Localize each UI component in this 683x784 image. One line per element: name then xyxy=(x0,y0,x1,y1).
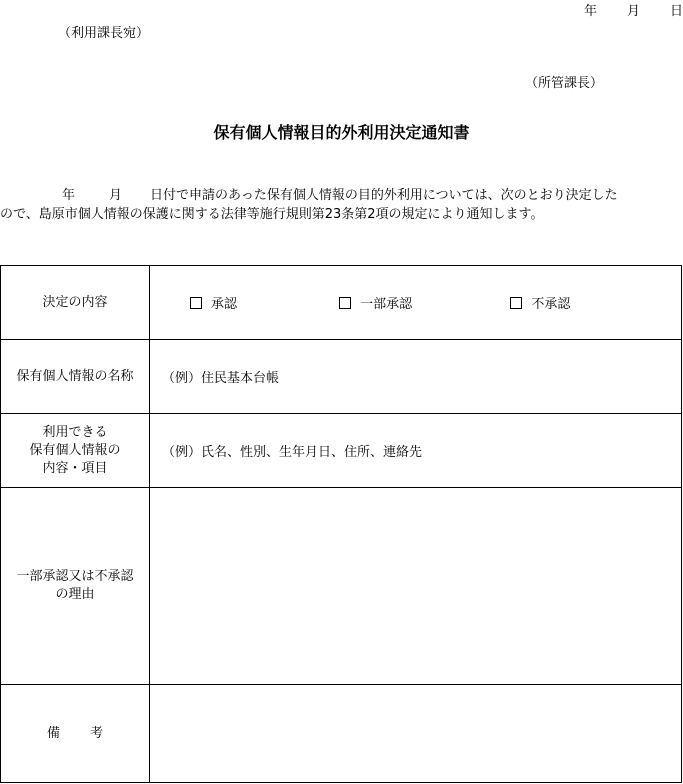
items-value[interactable]: （例）氏名、性別、生年月日、住所、連絡先 xyxy=(150,414,682,488)
body-month: 月 xyxy=(109,188,123,203)
table-row xyxy=(1,685,682,783)
date-month: 月 xyxy=(626,4,640,19)
table-row xyxy=(1,266,682,340)
checkbox-partial[interactable] xyxy=(339,297,351,309)
body-text xyxy=(0,186,683,224)
name-label: 保有個人情報の名称 xyxy=(1,340,150,414)
decision-table xyxy=(0,265,682,783)
table-row xyxy=(1,414,682,488)
items-label: 利用できる 保有個人情報の 内容・項目 xyxy=(1,414,150,488)
option-partial[interactable]: 一部承認 xyxy=(339,293,412,312)
checkbox-approve[interactable] xyxy=(190,297,202,309)
body-year: 年 xyxy=(62,188,76,203)
table-row xyxy=(1,488,682,685)
date-day: 日 xyxy=(669,4,683,19)
decision-label: 決定の内容 xyxy=(1,266,150,340)
date-line xyxy=(584,0,683,19)
name-value[interactable]: （例）住民基本台帳 xyxy=(150,340,682,414)
option-approve[interactable]: 承認 xyxy=(190,293,237,312)
remarks-label: 備 考 xyxy=(1,685,150,783)
remarks-value[interactable] xyxy=(150,685,682,783)
body-line1: 日付で申請のあった保有個人情報の目的外利用については、次のとおり決定した xyxy=(150,188,618,203)
checkbox-reject[interactable] xyxy=(510,297,522,309)
body-line2: ので、島原市個人情報の保護に関する法律等施行規則第23条第2項の規定により通知します。 xyxy=(0,207,544,222)
option-reject[interactable]: 不承認 xyxy=(510,293,570,312)
document-title: 保有個人情報目的外利用決定通知書 xyxy=(213,123,470,142)
date-year: 年 xyxy=(583,4,597,19)
addressee: （利用課長宛） xyxy=(58,26,150,41)
reason-value[interactable] xyxy=(150,488,682,685)
table-row xyxy=(1,340,682,414)
decision-options xyxy=(150,266,682,340)
sender: （所管課長） xyxy=(525,76,604,91)
reason-label: 一部承認又は不承認 の理由 xyxy=(1,488,150,685)
